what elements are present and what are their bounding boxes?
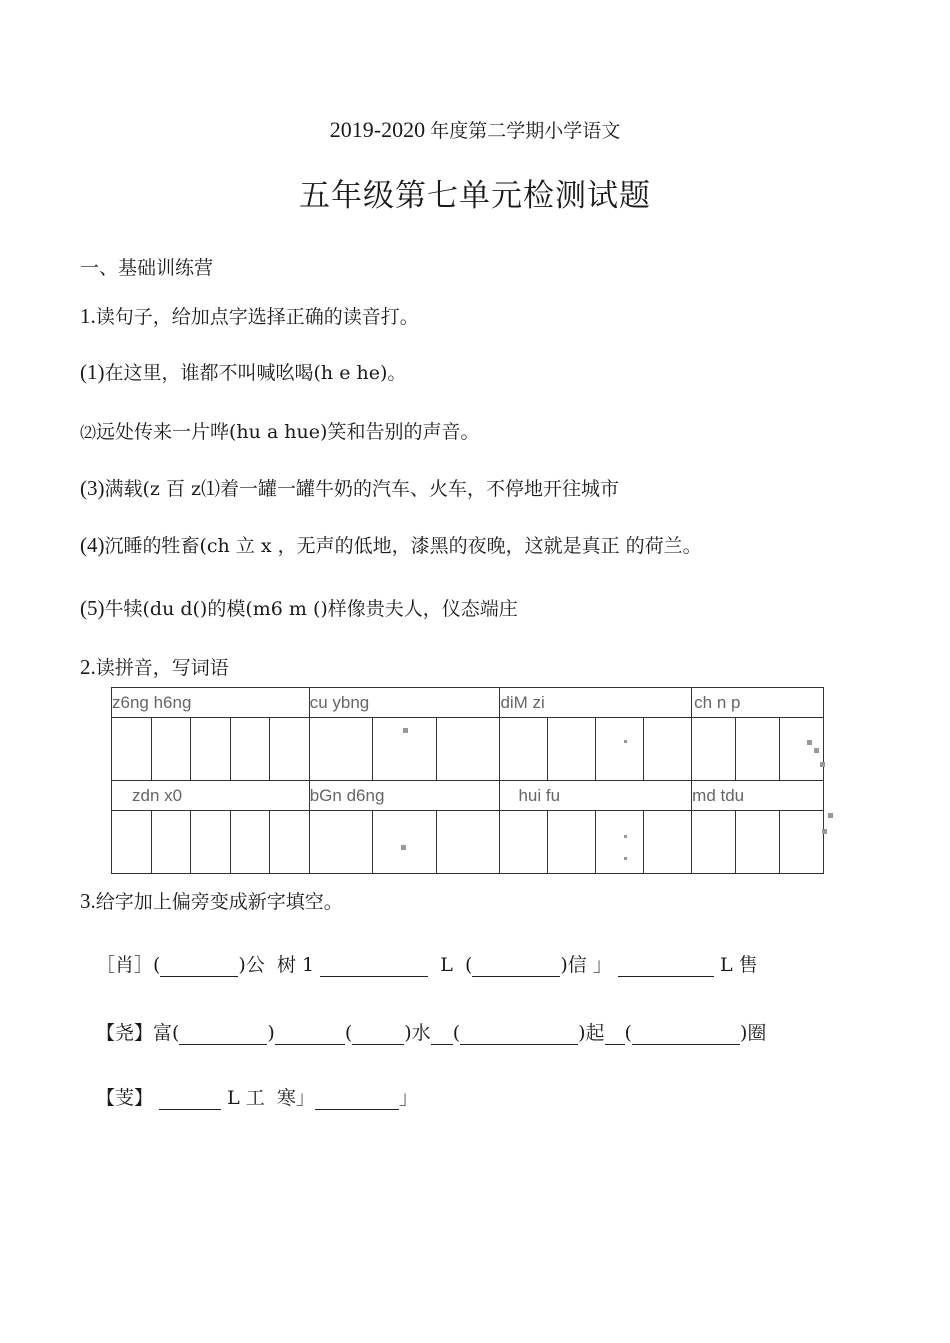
- writing-box[interactable]: [437, 811, 500, 873]
- blank[interactable]: [431, 1022, 453, 1045]
- item-number: (1): [80, 360, 105, 384]
- writing-box[interactable]: [780, 811, 823, 873]
- radical-bracket: ［肖］(: [96, 954, 161, 976]
- fill-text: )公: [238, 954, 265, 976]
- writing-box[interactable]: [780, 718, 823, 780]
- pinyin-cell: diM zi: [500, 688, 692, 718]
- fill-text: ): [267, 1022, 275, 1044]
- fill-text: L: [440, 954, 453, 976]
- fill-text: L 工: [227, 1087, 265, 1109]
- fill-line-3: [96, 1083, 418, 1110]
- section-heading: 一、基础训练营: [80, 257, 214, 279]
- writing-box[interactable]: [644, 811, 691, 873]
- pinyin-cell: bGn d6ng: [309, 781, 500, 811]
- q1-item-3: [80, 474, 619, 501]
- writing-box[interactable]: [548, 811, 596, 873]
- writing-box[interactable]: [500, 718, 548, 780]
- writing-box[interactable]: [596, 718, 644, 780]
- pinyin-cell: md tdu: [692, 781, 824, 811]
- writing-box[interactable]: [191, 718, 231, 780]
- writing-box[interactable]: [231, 811, 271, 873]
- pinyin-grid: [111, 687, 824, 874]
- writing-box[interactable]: [112, 811, 152, 873]
- q1-item-4: [80, 531, 702, 558]
- writing-box[interactable]: [692, 718, 736, 780]
- fill-text: )圈: [739, 1022, 767, 1044]
- blank[interactable]: [179, 1022, 267, 1045]
- q1-item-5: [80, 594, 518, 621]
- question-number: 2.: [80, 655, 96, 679]
- question-text: 读拼音，写词语: [95, 657, 229, 679]
- writing-box[interactable]: [692, 811, 736, 873]
- item-number: (4): [80, 533, 105, 557]
- question-3: [80, 887, 343, 914]
- writing-box[interactable]: [231, 718, 271, 780]
- pinyin-cell: ch n p: [692, 688, 824, 718]
- item-text: 远处传来一片哗(hu a hue)笑和告别的声音。: [96, 421, 480, 443]
- question-text: 读句子，给加点字选择正确的读音打。: [95, 306, 419, 328]
- fill-text: (: [624, 1022, 632, 1044]
- item-text: 在这里，谁都不叫喊吆喝(h e he)。: [104, 362, 407, 384]
- writing-box[interactable]: [596, 811, 644, 873]
- fill-text: (: [464, 954, 473, 976]
- fill-text: )起: [578, 1022, 605, 1044]
- item-text: 沉睡的牲畜(ch 立 x ，无声的低地，漆黑的夜晚，这就是真正 的荷兰。: [104, 535, 702, 557]
- writing-box[interactable]: [373, 811, 437, 873]
- writing-box[interactable]: [373, 718, 437, 780]
- blank[interactable]: [605, 1022, 625, 1045]
- writing-box-row: [112, 718, 824, 781]
- writing-box[interactable]: [112, 718, 152, 780]
- question-1: [80, 302, 419, 329]
- item-number: (5): [80, 596, 105, 620]
- fill-text: (: [452, 1022, 461, 1044]
- blank[interactable]: [618, 954, 714, 977]
- term-subtitle: 年度第二学期小学语文: [430, 120, 621, 142]
- writing-box-row: [112, 811, 824, 874]
- writing-box[interactable]: [310, 811, 374, 873]
- blank[interactable]: [472, 954, 560, 977]
- fill-text: 树 1: [276, 954, 315, 976]
- radical-bracket: 【尧】富(: [96, 1022, 180, 1044]
- q1-item-2: [80, 417, 479, 444]
- writing-box[interactable]: [548, 718, 596, 780]
- blank[interactable]: [160, 954, 238, 977]
- blank[interactable]: [320, 954, 428, 977]
- radical-bracket: 【芰】: [96, 1087, 154, 1109]
- item-number: ⑵: [80, 423, 97, 442]
- writing-box[interactable]: [500, 811, 548, 873]
- blank[interactable]: [632, 1022, 740, 1045]
- pinyin-cell: zdn x0: [112, 781, 310, 811]
- fill-text: 」: [398, 1087, 418, 1109]
- pinyin-row: [112, 688, 824, 718]
- fill-text: 」: [592, 954, 612, 976]
- writing-box[interactable]: [644, 718, 691, 780]
- writing-box[interactable]: [152, 811, 192, 873]
- pinyin-cell: z6ng h6ng: [112, 688, 310, 718]
- writing-box[interactable]: [152, 718, 192, 780]
- fill-text: (: [344, 1022, 353, 1044]
- writing-box[interactable]: [270, 718, 309, 780]
- fill-text: )信: [560, 954, 587, 976]
- writing-box[interactable]: [310, 718, 374, 780]
- question-number: 1.: [80, 304, 96, 328]
- item-number: (3): [80, 476, 105, 500]
- question-2: [80, 653, 229, 680]
- header-line: [0, 116, 950, 143]
- fill-line-2: [96, 1018, 766, 1045]
- question-text: 给字加上偏旁变成新字填空。: [95, 891, 343, 913]
- pinyin-cell: cu ybng: [309, 688, 500, 718]
- writing-box[interactable]: [437, 718, 500, 780]
- fill-line-1: [96, 950, 758, 977]
- writing-box[interactable]: [736, 811, 780, 873]
- question-number: 3.: [80, 889, 96, 913]
- school-year: 2019-2020: [329, 117, 426, 142]
- fill-text: )水: [404, 1022, 431, 1044]
- item-text: 牛犊(du d()的模(m6 m ()样像贵夫人，仪态端庄: [104, 598, 518, 620]
- pinyin-cell: hui fu: [500, 781, 692, 811]
- pinyin-row: [112, 781, 824, 811]
- writing-box[interactable]: [270, 811, 309, 873]
- q1-item-1: [80, 358, 406, 385]
- blank[interactable]: [159, 1087, 221, 1110]
- item-text: 满载(z 百 z⑴着一罐一罐牛奶的汽车、火车，不停地开往城市: [104, 478, 620, 500]
- fill-text: L 售: [719, 954, 758, 976]
- writing-box[interactable]: [191, 811, 231, 873]
- blank[interactable]: [275, 1022, 345, 1045]
- fill-text: 寒」: [276, 1087, 315, 1109]
- writing-box[interactable]: [736, 718, 780, 780]
- page-title: 五年级第七单元检测试题: [299, 178, 651, 214]
- blank[interactable]: [352, 1022, 404, 1045]
- blank[interactable]: [315, 1087, 399, 1110]
- blank[interactable]: [460, 1022, 578, 1045]
